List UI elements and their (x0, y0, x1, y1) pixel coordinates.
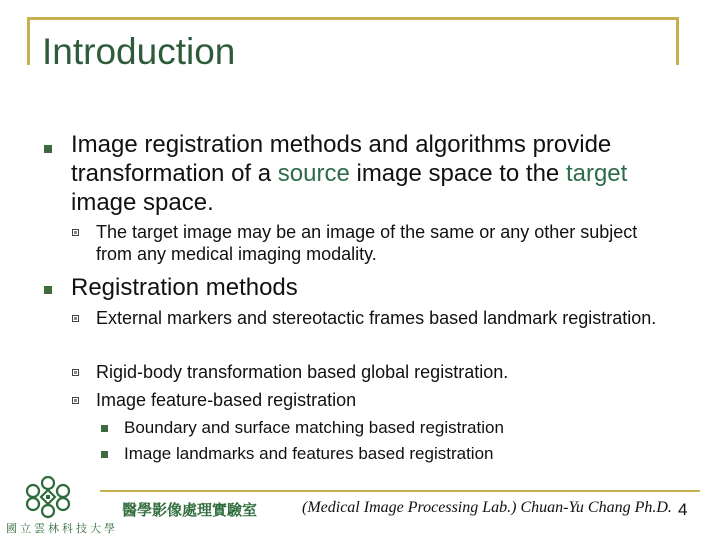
footer-lab-chinese: 醫學影像處理實驗室 (122, 501, 258, 519)
title-frame-right (676, 17, 679, 65)
university-logo-icon (22, 474, 74, 525)
checkbox-bullet-icon (72, 229, 79, 236)
checkbox-bullet-icon (72, 397, 79, 404)
bullet-square-icon (44, 145, 52, 153)
bullet-2-sub-1: External markers and stereotactic frames based landmark registration. (96, 308, 657, 328)
bullet-2-subsub-1: Boundary and surface matching based registration (124, 418, 504, 437)
bullet-square-icon (101, 451, 108, 458)
bullet-1-post: image space. (71, 189, 214, 216)
title-frame-left (27, 17, 30, 65)
checkbox-bullet-icon (72, 315, 79, 322)
footer-lab-english: (Medical Image Processing Lab.) Chuan-Yu Chang Ph.D. (302, 499, 672, 516)
slide-title: Introduction (42, 31, 236, 72)
bullet-square-icon (44, 286, 52, 294)
bullet-2-text: Registration methods (71, 274, 298, 301)
bullet-1-pre: Image registration methods and algorithms provide transformation of a (71, 131, 612, 187)
university-name: 國立雲林科技大學 (6, 522, 118, 535)
footer-divider (100, 490, 700, 492)
bullet-2-sub-3: Image feature-based registration (96, 390, 357, 410)
bullet-1-sub-1: The target image may be an image of the same or any other subject from any medical imaging modality. (96, 222, 638, 264)
bullet-1-mid: image space to the (349, 160, 566, 187)
checkbox-bullet-icon (72, 369, 79, 376)
bullet-2-subsub-2: Image landmarks and features based registration (124, 444, 494, 463)
bullet-1-text (71, 130, 691, 217)
bullet-square-icon (101, 425, 108, 432)
bullet-2-sub-2: Rigid-body transformation based global registration. (96, 362, 509, 382)
bullet-1-source: source (277, 160, 350, 187)
page-number: 4 (678, 500, 688, 519)
title-frame-top (27, 17, 679, 20)
bullet-1-target: target (565, 160, 628, 187)
